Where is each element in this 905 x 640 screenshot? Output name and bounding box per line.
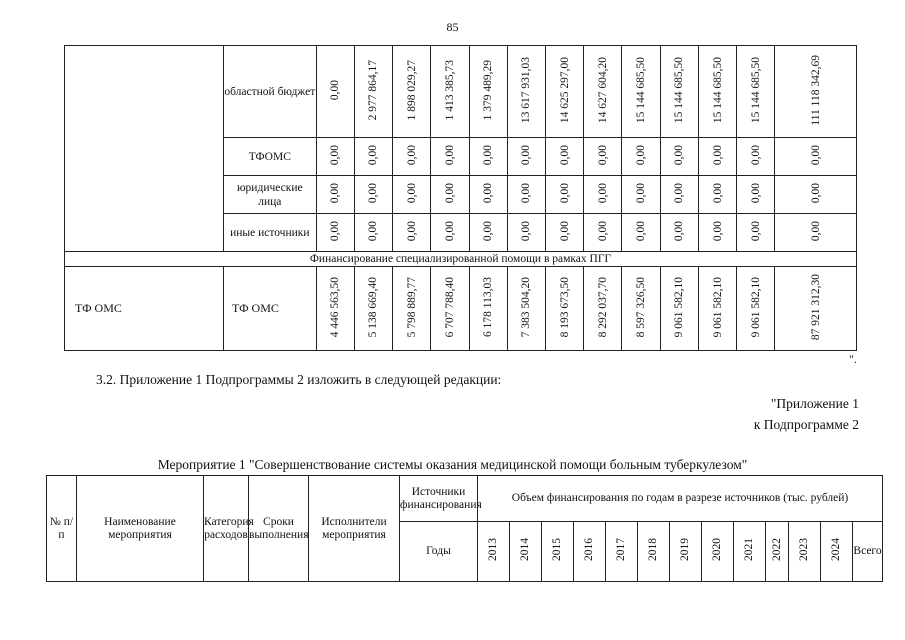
total-cell: 87 921 312,30 [809,273,822,341]
total-cell: 0,00 [809,144,822,166]
section-header: Финансирование специализированной помощи в рамках ПГГ [65,252,857,267]
appendix-subtitle: к Подпрограмме 2 [753,417,859,432]
value-cell: 5 138 669,40 [367,276,380,338]
value-cell: 0,00 [749,182,762,204]
value-cell: 8 193 673,50 [558,276,571,338]
value-cell: 0,00 [635,182,648,204]
value-cell: 0,00 [749,220,762,242]
year-header: 2016 [583,538,595,561]
source-cell: иные источники [224,214,317,252]
value-cell: 0,00 [673,220,686,242]
year-header: 2013 [487,538,499,561]
year-header: 2019 [679,538,691,561]
value-cell: 0,00 [482,220,495,242]
value-cell: 0,00 [558,220,571,242]
year-header: 2017 [615,538,627,561]
value-cell: 0,00 [405,182,418,204]
year-header: 2015 [551,538,563,561]
value-cell: 9 061 582,10 [711,276,724,338]
year-header: 2023 [798,538,810,561]
source-cell: областной бюджет [224,46,317,138]
total-cell: 0,00 [809,182,822,204]
value-cell: 0,00 [635,144,648,166]
value-cell: 0,00 [329,182,342,204]
value-cell: 0,00 [482,182,495,204]
value-cell: 9 061 582,10 [749,276,762,338]
value-cell: 1 379 489,29 [482,59,495,121]
value-cell: 0,00 [596,144,609,166]
appendix-title: "Приложение 1 [770,396,859,411]
page-number: 85 [446,20,459,34]
value-cell: 15 144 685,50 [635,56,648,124]
value-cell: 0,00 [520,220,533,242]
value-cell: 0,00 [711,182,724,204]
value-cell: 13 617 931,03 [520,56,533,124]
col-name-header: Наименование мероприятия [77,476,204,582]
header-table [46,475,883,582]
col-category-header: Категория расходов [204,476,249,582]
closing-quote: ". [849,352,857,366]
year-header: 2014 [519,538,531,561]
year-header: 2020 [711,538,723,561]
value-cell: 0,00 [520,182,533,204]
value-cell: 0,00 [711,220,724,242]
value-cell: 0,00 [367,182,380,204]
value-cell: 0,00 [443,144,456,166]
col-terms-header: Сроки выполнения [249,476,309,582]
value-cell: 0,00 [367,220,380,242]
value-cell: 0,00 [596,182,609,204]
col-volume-header: Объем финансирования по годам в разрезе источников (тыс. рублей) [478,476,883,522]
table-caption: Мероприятие 1 "Совершенствование системы оказания медицинской помощи больным туберкулезом" [157,457,748,472]
value-cell: 0,00 [558,144,571,166]
source-cell: ТФОМС [224,138,317,176]
value-cell: 0,00 [673,144,686,166]
col-executors-header: Исполнители мероприятия [309,476,400,582]
col-sources-header: Источники финансирования [400,476,478,522]
budget-table [64,45,857,351]
year-header: 2021 [743,538,755,561]
value-cell: 15 144 685,50 [749,56,762,124]
value-cell: 6 178 113,03 [482,277,495,337]
value-cell: 1 413 385,73 [443,59,456,121]
value-cell: 0,00 [596,220,609,242]
source-cell: ТФ ОМС [224,267,317,351]
value-cell: 5 798 889,77 [405,276,418,338]
col-number-header: № п/п [47,476,77,582]
value-cell: 14 625 297,00 [558,56,571,124]
value-cell: 0,00 [405,220,418,242]
col-years-header: Годы [400,522,478,582]
value-cell: 0,00 [367,144,380,166]
value-cell: 0,00 [711,144,724,166]
value-cell: 0,00 [673,182,686,204]
organization-cell: ТФ ОМС [65,267,224,351]
value-cell: 0,00 [405,144,418,166]
value-cell: 15 144 685,50 [673,56,686,124]
total-cell: 111 118 342,69 [809,54,822,126]
value-cell: 0,00 [635,220,648,242]
value-cell: 9 061 582,10 [673,276,686,338]
value-cell: 7 383 504,20 [520,276,533,338]
year-header: 2024 [830,538,842,561]
year-header: 2022 [770,538,783,561]
value-cell: 6 707 788,40 [443,276,456,338]
value-cell: 15 144 685,50 [711,56,724,124]
value-cell: 0,00 [520,144,533,166]
value-cell: 0,00 [749,144,762,166]
value-cell: 0,00 [329,220,342,242]
source-cell: юридические лица [224,176,317,214]
value-cell: 1 898 029,27 [405,59,418,121]
total-cell: 0,00 [809,220,822,242]
value-cell: 0,00 [482,144,495,166]
year-header: 2018 [647,538,659,561]
value-cell: 14 627 604,20 [596,56,609,124]
value-cell: 0,00 [558,182,571,204]
value-cell: 0,00 [443,182,456,204]
value-cell: 2 977 864,17 [367,59,380,121]
value-cell: 8 597 326,50 [635,276,648,338]
col-total-header: Всего [853,522,883,582]
instruction-paragraph: 3.2. Приложение 1 Подпрограммы 2 изложить в следующей редакции: [96,372,502,387]
value-cell: 0,00 [329,144,342,166]
value-cell: 0,00 [329,79,342,101]
value-cell: 4 446 563,50 [329,276,342,338]
org-cell-empty [65,46,224,252]
value-cell: 0,00 [443,220,456,242]
value-cell: 8 292 037,70 [596,276,609,338]
